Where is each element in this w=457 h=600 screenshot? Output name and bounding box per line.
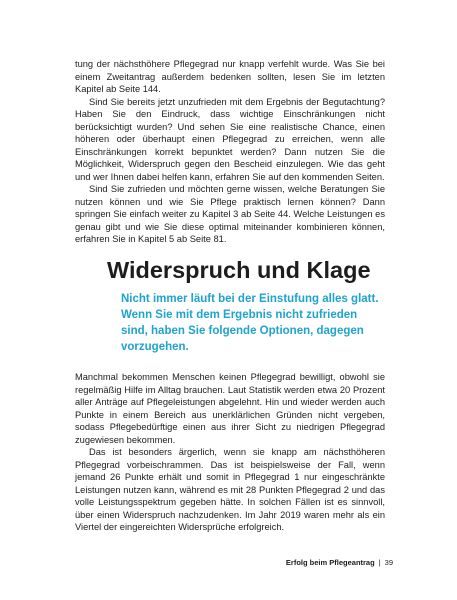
paragraph: Sind Sie zufrieden und möchten gerne wissen, welche Beratungen Sie nutzen können und wie Sie Pflege praktisch lernen können? Dann springen Sie einfach weiter zu Kapitel 3 ab Seite 44. Welche Leistungen es genau gibt und wie Sie diese optimal miteinander kombinieren können, erfahren Sie in Kapitel 5 ab Seite 81. (75, 184, 385, 244)
body-text-bottom (75, 371, 385, 534)
paragraph: Sind Sie bereits jetzt unzufrieden mit dem Ergebnis der Begutachtung? Haben Sie den Eindruck, dass wichtige Einschränkungen nicht berücksichtigt wurden? Und sehen Sie eine realistische Chance, einen höheren oder überhaupt einen Pflegegrad zu erreichen, wenn alle Einschränkungen korrekt bepunktet werden? Dann nutzen Sie die Möglichkeit, Widerspruch gegen den Bescheid einzulegen. Wie das geht und wer Ihnen dabei helfen kann, erfahren Sie auf den kommenden Seiten. (75, 96, 385, 182)
chapter-intro: Nicht immer läuft bei der Einstufung alles glatt. Wenn Sie mit dem Ergebnis nicht zufrieden sind, haben Sie folgende Optionen, dagegen vorzugehen. (121, 293, 379, 353)
chapter-heading: Widerspruch und Klage (107, 257, 371, 283)
footer-separator: | (378, 558, 381, 567)
body-text-top (75, 58, 385, 246)
running-footer-title: Erfolg beim Pflegeantrag (285, 558, 375, 567)
page-footer (286, 558, 393, 568)
page-number: 39 (384, 558, 393, 567)
paragraph: tung der nächsthöhere Pflegegrad nur knapp verfehlt wurde. Was Sie bei einem Zweitantrag außerdem bedenken sollten, lesen Sie im letzten Kapitel ab Seite 144. (75, 59, 385, 94)
paragraph: Manchmal bekommen Menschen keinen Pflegegrad bewilligt, obwohl sie regelmäßig Hilfe im Alltag brauchen. Laut Statistik werden etwa 20 Prozent aller Anträge auf Pflegeleistungen abgelehnt. Hin und wieder werden auch Punkte in einem Bereich aus unerklärlichen Gründen nicht vergeben, sodass Pflegebedürftige einen aus ihrer Sicht zu niedrigen Pflegegrad zugewiesen bekommen. (75, 372, 385, 445)
paragraph: Das ist besonders ärgerlich, wenn sie knapp am nächsthöheren Pflegegrad vorbeischrammen. Das ist beispielsweise der Fall, wenn jemand 26 Punkte erhält und somit in Pflegegrad 1 nur eingeschränkte Leistungen nutzen kann, während es mit 28 Punkten Pflegegrad 2 und das volle Leistungsspektrum gegeben hätte. In solchen Fällen ist es sinnvoll, über einen Widerspruch nachzudenken. Im Jahr 2019 waren mehr als ein Viertel der eingereichten Widersprüche erfolgreich. (75, 447, 385, 532)
